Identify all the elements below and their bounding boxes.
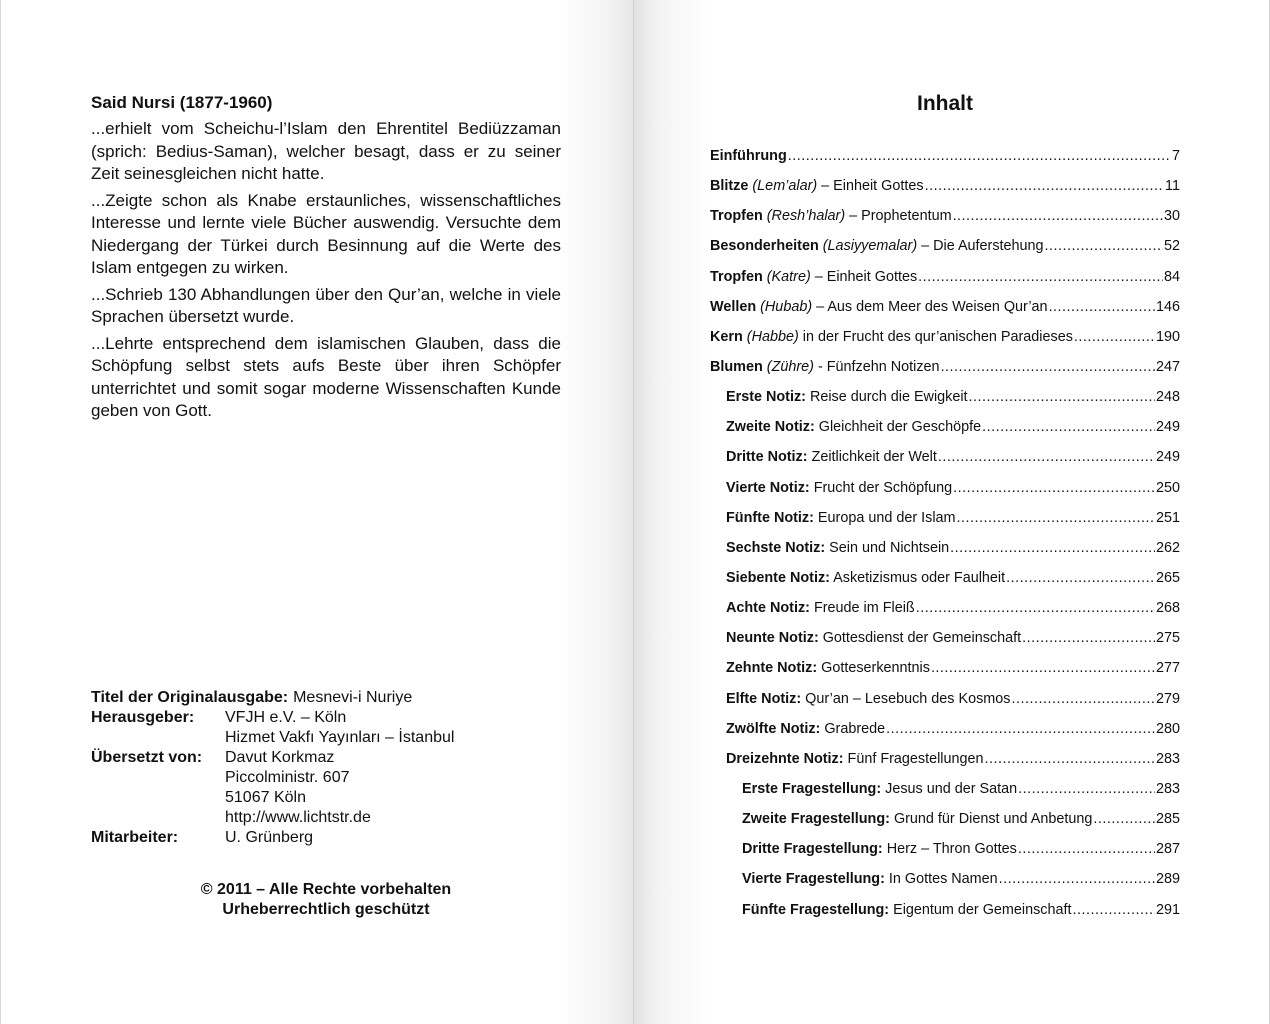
toc-page-number: 248 [1155, 389, 1180, 406]
toc-page-number: 30 [1163, 208, 1180, 225]
bio-title: Said Nursi (1877-1960) [91, 93, 273, 112]
imprint-label: Mitarbeiter: [91, 829, 179, 846]
toc-entry-title [726, 417, 981, 437]
toc-entry-title [726, 658, 930, 678]
imprint-value: Piccolministr. 607 [225, 769, 350, 786]
toc-entry-title [742, 779, 1017, 799]
toc-entry-bold: Sechste Notiz: [726, 539, 826, 556]
toc-page-number: 289 [1155, 871, 1180, 888]
toc-entry [710, 417, 1180, 447]
toc-entry-bold: Tropfen [710, 208, 763, 225]
toc-entry-subtitle: Grund für Dienst und Anbetung [893, 811, 1093, 828]
toc-entry [710, 447, 1180, 477]
toc-entry [710, 236, 1180, 266]
toc-entry-subtitle: Qur’an – Lesebuch des Kosmos [805, 690, 1011, 707]
toc-entry [710, 719, 1180, 749]
imprint-value: U. Grünberg [225, 829, 314, 846]
toc-entry-subtitle: Gottesdienst der Gemeinschaft [822, 630, 1022, 647]
toc-leader-dots [1018, 779, 1155, 799]
copyright-line: Urheberrechtlich geschützt [222, 901, 430, 918]
toc-leader-dots [1006, 568, 1155, 588]
toc-entry-bold: Dritte Notiz: [726, 449, 808, 466]
toc-entry-bold: Dritte Fragestellung: [742, 841, 883, 858]
toc-entry-subtitle: – Aus dem Meer des Weisen Qur’an [816, 298, 1048, 315]
toc-entry-title [726, 719, 885, 739]
toc-entry-title [710, 357, 940, 377]
toc-page-number: 268 [1155, 600, 1180, 617]
toc-leader-dots [999, 869, 1155, 889]
toc-entry [710, 508, 1180, 538]
toc-entry-bold: Zweite Fragestellung: [742, 811, 890, 828]
toc-leader-dots [788, 146, 1171, 166]
toc-page-number: 265 [1155, 569, 1180, 586]
bio-paragraph: ...Lehrte entsprechend dem islamischen Glauben, dass die Schöpfung selbst stets aufs Beste über ihren Schöpfer unterrichtet und somit sogar moderne Wissenschaften Kunde geben von Gott. [91, 333, 561, 420]
toc-entry-bold: Blumen [710, 358, 763, 375]
toc-entry-subtitle: – Einheit Gottes [821, 178, 924, 195]
imprint-url: http://www.lichtstr.de [225, 809, 371, 826]
toc-entry-title [710, 327, 1073, 347]
toc-entry [710, 146, 1180, 176]
toc-page-number: 249 [1155, 449, 1180, 466]
toc-leader-dots [982, 417, 1155, 437]
toc-entry-bold: Zweite Notiz: [726, 419, 815, 436]
toc-entry-title [742, 900, 1071, 920]
toc-entry [710, 839, 1180, 869]
copyright-line: © 2011 – Alle Rechte vorbehalten [200, 881, 452, 898]
imprint-label: Übersetzt von: [91, 749, 203, 766]
toc-page-number: 285 [1155, 811, 1180, 828]
toc-leader-dots [918, 267, 1163, 287]
toc-entry-subtitle: in der Frucht des qur’anischen Paradieses [802, 328, 1073, 345]
toc-entry-subtitle: – Die Auferstehung [921, 238, 1044, 255]
toc-entry-bold: Erste Notiz: [726, 389, 806, 406]
toc-page-number: 250 [1155, 479, 1180, 496]
toc-entry-title [726, 628, 1021, 648]
toc-leader-dots [1018, 839, 1155, 859]
toc-entry [710, 869, 1180, 899]
toc-page-number: 7 [1171, 148, 1180, 164]
author-bio [91, 92, 561, 427]
toc-entry [710, 900, 1180, 930]
toc-entry-subtitle: Europa und der Islam [817, 509, 956, 526]
toc-leader-dots [950, 538, 1155, 558]
toc-entry [710, 689, 1180, 719]
toc-entry-bold: Zehnte Notiz: [726, 660, 818, 677]
toc-entry [710, 598, 1180, 628]
imprint [91, 688, 561, 848]
toc-leader-dots [916, 598, 1155, 618]
toc-page-number: 291 [1155, 901, 1180, 918]
toc-leader-dots [953, 478, 1155, 498]
toc-entry-title [710, 206, 952, 226]
toc-page-number: 52 [1163, 238, 1180, 255]
toc-leader-dots [957, 508, 1155, 528]
toc-leader-dots [941, 357, 1155, 377]
toc-entry-bold: Einführung [710, 148, 787, 164]
toc-entry [710, 206, 1180, 236]
toc-entry [710, 327, 1180, 357]
toc-entry-italic: (Lasiyyemalar) [822, 238, 918, 255]
toc-leader-dots [985, 749, 1155, 769]
imprint-publisher-row [91, 708, 561, 748]
toc-entry-bold: Vierte Notiz: [726, 479, 810, 496]
imprint-value: Davut Korkmaz [225, 749, 335, 766]
toc-entry-title [726, 478, 952, 498]
toc-leader-dots [886, 719, 1155, 739]
toc-entry [710, 628, 1180, 658]
bio-paragraph: ...erhielt vom Scheichu-l’Islam den Ehrentitel Bediüzzaman (sprich: Bedius-Saman), welcher besagt, dass er zu seiner Zeit seinesgleichen nicht hatte. [91, 119, 561, 183]
toc-entry [710, 357, 1180, 387]
toc-entry-bold: Wellen [710, 298, 757, 315]
toc-entry-subtitle: Asketizismus oder Faulheit [833, 569, 1006, 586]
imprint-value: 51067 Köln [225, 789, 306, 806]
imprint-original-title-row [91, 688, 561, 708]
toc-entry-title [710, 176, 924, 196]
toc-entry-subtitle: - Fünfzehn Notizen [817, 358, 940, 375]
toc-entry-bold: Dreizehnte Notiz: [726, 750, 844, 767]
toc-entry-title [726, 447, 937, 467]
toc-entry-bold: Fünfte Fragestellung: [742, 901, 890, 918]
table-of-contents [710, 146, 1180, 930]
toc-leader-dots [969, 387, 1155, 407]
toc-entry-subtitle: Fünf Fragestellungen [847, 750, 984, 767]
toc-page-number: 283 [1155, 780, 1180, 797]
toc-entry-bold: Siebente Notiz: [726, 569, 830, 586]
toc-entry-italic: (Habbe) [746, 328, 799, 345]
toc-entry [710, 387, 1180, 417]
toc-page-number: 84 [1163, 268, 1180, 285]
imprint-label: Titel der Originalausgabe: [91, 689, 289, 706]
toc-entry-bold: Besonderheiten [710, 238, 819, 255]
toc-entry-subtitle: Sein und Nichtsein [829, 539, 950, 556]
toc-page-number: 262 [1155, 539, 1180, 556]
toc-entry-title [710, 236, 1044, 256]
imprint-translator-row [91, 748, 561, 828]
toc-page-number: 247 [1155, 358, 1180, 375]
toc-page-number: 11 [1165, 178, 1180, 195]
toc-page-number: 190 [1155, 328, 1180, 345]
toc-page-number: 249 [1155, 419, 1180, 436]
toc-entry-title [726, 689, 1010, 709]
toc-entry [710, 658, 1180, 688]
toc-entry-bold: Tropfen [710, 268, 763, 285]
toc-entry-subtitle: Grabrede [824, 720, 886, 737]
toc-entry [710, 176, 1180, 206]
imprint-value: Hizmet Vakfı Yayınları – İstanbul [225, 729, 455, 746]
toc-page-number: 275 [1155, 630, 1180, 647]
toc-entry-subtitle: Frucht der Schöpfung [813, 479, 953, 496]
toc-entry-subtitle: Jesus und der Satan [885, 780, 1018, 797]
toc-entry-title [726, 598, 915, 618]
imprint-value: Mesnevi-i Nuriye [293, 689, 413, 706]
toc-leader-dots [1011, 689, 1155, 709]
toc-entry [710, 749, 1180, 779]
toc-entry-subtitle: – Einheit Gottes [814, 268, 918, 285]
toc-page-number: 279 [1155, 690, 1180, 707]
toc-entry-bold: Neunte Notiz: [726, 630, 819, 647]
toc-entry-italic: (Lem’alar) [752, 178, 818, 195]
toc-leader-dots [1022, 628, 1155, 648]
toc-entry-title [710, 297, 1048, 317]
toc-entry-bold: Achte Notiz: [726, 600, 810, 617]
bio-paragraph: ...Schrieb 130 Abhandlungen über den Qur’an, welche in viele Sprachen übersetzt wurde. [91, 284, 561, 326]
toc-entry-title [742, 839, 1017, 859]
toc-entry-italic: (Katre) [766, 268, 811, 285]
toc-leader-dots [1045, 236, 1163, 256]
toc-entry-title [710, 146, 787, 166]
toc-leader-dots [1072, 900, 1155, 920]
toc-entry-title [742, 809, 1092, 829]
toc-entry-title [726, 568, 1005, 588]
toc-entry-title [710, 267, 917, 287]
toc-entry-subtitle: Gleichheit der Geschöpfe [818, 419, 982, 436]
toc-leader-dots [1049, 297, 1155, 317]
toc-entry-title [726, 538, 949, 558]
left-page [0, 0, 634, 1024]
toc-page-number: 251 [1155, 509, 1180, 526]
toc-entry [710, 809, 1180, 839]
toc-entry [710, 568, 1180, 598]
toc-entry-subtitle: Freude im Fleiß [813, 600, 915, 617]
toc-entry-italic: (Zühre) [766, 358, 814, 375]
toc-leader-dots [925, 176, 1164, 196]
toc-leader-dots [953, 206, 1163, 226]
imprint-label: Herausgeber: [91, 709, 195, 726]
toc-page-number: 146 [1155, 298, 1180, 315]
toc-entry-subtitle: Gotteserkenntnis [821, 660, 930, 677]
toc-page-number: 283 [1155, 750, 1180, 767]
toc-entry-title [726, 508, 956, 528]
toc-entry-italic: (Hubab) [760, 298, 813, 315]
toc-title: Inhalt [917, 92, 973, 115]
toc-leader-dots [1093, 809, 1155, 829]
toc-page-number: 287 [1155, 841, 1180, 858]
toc-entry [710, 478, 1180, 508]
toc-entry-subtitle: Eigentum der Gemeinschaft [893, 901, 1072, 918]
toc-leader-dots [938, 447, 1155, 467]
toc-entry-bold: Kern [710, 328, 743, 345]
toc-entry-title [726, 749, 984, 769]
toc-page-number: 280 [1155, 720, 1180, 737]
toc-entry-subtitle: Zeitlichkeit der Welt [811, 449, 937, 466]
toc-entry-title [742, 869, 998, 889]
toc-entry [710, 297, 1180, 327]
toc-entry-bold: Blitze [710, 178, 749, 195]
toc-entry-subtitle: Herz – Thron Gottes [886, 841, 1017, 858]
toc-leader-dots [931, 658, 1155, 678]
toc-entry-bold: Zwölfte Notiz: [726, 720, 821, 737]
imprint-value: VFJH e.V. – Köln [225, 709, 347, 726]
copyright-notice [91, 880, 561, 920]
toc-entry-subtitle: Reise durch die Ewigkeit [809, 389, 968, 406]
toc-entry-subtitle: – Prophetentum [849, 208, 952, 225]
toc-leader-dots [1074, 327, 1155, 347]
toc-entry [710, 779, 1180, 809]
toc-entry [710, 267, 1180, 297]
toc-entry [710, 538, 1180, 568]
toc-entry-bold: Erste Fragestellung: [742, 780, 882, 797]
toc-entry-bold: Vierte Fragestellung: [742, 871, 885, 888]
toc-entry-italic: (Resh’halar) [766, 208, 846, 225]
imprint-collaborator-row [91, 828, 561, 848]
bio-paragraph: ...Zeigte schon als Knabe erstaunliches, wissenschaftliches Interesse und lernte viele Bücher auswendig. Versuchte dem Niedergang der Türkei durch Besinnung auf die Werte des Islam entgegen zu wirken. [91, 190, 561, 277]
toc-entry-bold: Fünfte Notiz: [726, 509, 814, 526]
toc-page-number: 277 [1155, 660, 1180, 677]
toc-entry-title [726, 387, 968, 407]
toc-entry-subtitle: In Gottes Namen [888, 871, 998, 888]
toc-entry-bold: Elfte Notiz: [726, 690, 802, 707]
